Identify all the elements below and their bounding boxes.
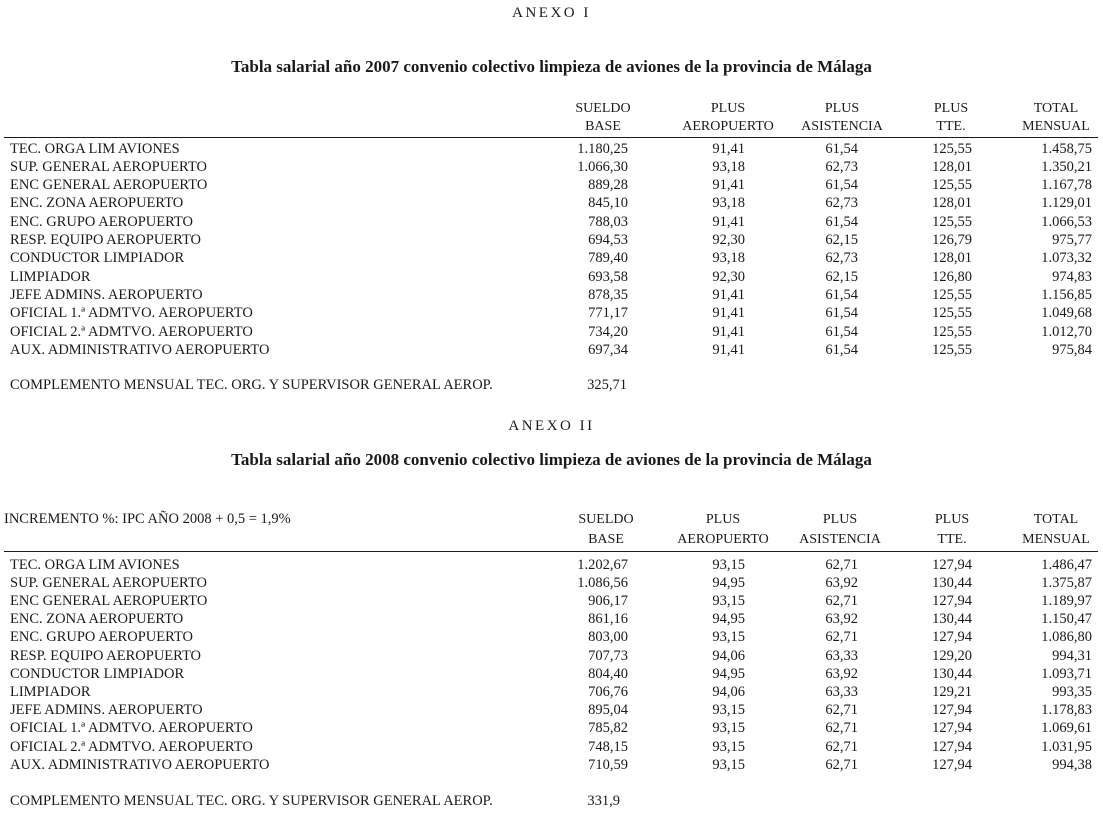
category-cell: OFICIAL 2.ª ADMTVO. AEROPUERTO <box>10 323 253 340</box>
header-plus-asistencia: PLUS ASISTENCIA <box>801 101 883 134</box>
plus-tte-cell: 125,55 <box>932 305 972 322</box>
total-mensual-cell: 1.012,70 <box>1041 323 1092 340</box>
table-row <box>0 647 1103 665</box>
plus-asistencia-cell: 62,71 <box>825 756 858 773</box>
category-cell: OFICIAL 1.ª ADMTVO. AEROPUERTO <box>10 305 253 322</box>
plus-asistencia-cell: 63,92 <box>825 611 858 628</box>
plus-tte-cell: 129,20 <box>932 647 972 664</box>
plus-tte-cell: 127,94 <box>932 738 972 755</box>
plus-aeropuerto-cell: 91,41 <box>712 213 745 230</box>
plus-tte-cell: 125,55 <box>932 323 972 340</box>
annex-1-label: ANEXO I <box>512 5 591 21</box>
category-cell: RESP. EQUIPO AEROPUERTO <box>10 647 202 664</box>
plus-aeropuerto-cell: 91,41 <box>712 305 745 322</box>
total-mensual-cell: 993,35 <box>1052 683 1092 700</box>
plus-asistencia-cell: 61,54 <box>825 177 858 194</box>
annex-2-label: ANEXO II <box>508 418 595 434</box>
total-mensual-cell: 1.031,95 <box>1041 738 1092 755</box>
table-row <box>0 249 1103 267</box>
plus-tte-cell: 125,55 <box>932 341 972 358</box>
plus-tte-cell: 128,01 <box>932 250 972 267</box>
sueldo-base-cell: 804,40 <box>588 665 628 682</box>
plus-aeropuerto-cell: 94,95 <box>712 611 745 628</box>
plus-aeropuerto-cell: 91,41 <box>712 286 745 303</box>
sueldo-base-cell: 771,17 <box>588 305 628 322</box>
plus-aeropuerto-cell: 93,15 <box>712 756 745 773</box>
total-mensual-cell: 975,77 <box>1052 232 1092 248</box>
table-row <box>0 756 1103 774</box>
plus-tte-cell: 126,79 <box>932 232 972 248</box>
total-mensual-cell: 994,38 <box>1052 756 1092 773</box>
table-row <box>0 140 1103 158</box>
category-cell: ENC. GRUPO AEROPUERTO <box>10 213 193 230</box>
table-row <box>0 738 1103 756</box>
plus-asistencia-cell: 62,71 <box>825 592 858 609</box>
plus-tte-cell: 127,94 <box>932 629 972 646</box>
table-row <box>0 683 1103 701</box>
category-cell: TEC. ORGA LIM AVIONES <box>10 556 180 573</box>
total-mensual-cell: 1.150,47 <box>1041 611 1092 628</box>
plus-asistencia-cell: 62,15 <box>825 232 858 248</box>
sueldo-base-cell: 889,28 <box>588 177 628 194</box>
total-mensual-cell: 1.375,87 <box>1041 574 1092 591</box>
category-cell: TEC. ORGA LIM AVIONES <box>10 140 180 157</box>
sueldo-base-cell: 1.202,67 <box>577 556 628 573</box>
total-mensual-cell: 1.178,83 <box>1041 702 1092 719</box>
category-cell: LIMPIADOR <box>10 683 91 700</box>
sueldo-base-cell: 906,17 <box>588 592 628 609</box>
total-mensual-cell: 1.458,75 <box>1041 140 1092 157</box>
category-cell: JEFE ADMINS. AEROPUERTO <box>10 702 203 719</box>
sueldo-base-cell: 803,00 <box>588 629 628 646</box>
plus-asistencia-cell: 63,33 <box>825 683 858 700</box>
total-mensual-cell: 974,83 <box>1052 268 1092 285</box>
header-plus-aeropuerto: PLUS AEROPUERTO <box>682 101 774 134</box>
total-mensual-cell: 1.129,01 <box>1041 195 1092 212</box>
category-cell: RESP. EQUIPO AEROPUERTO <box>10 232 202 248</box>
complement-label: COMPLEMENTO MENSUAL TEC. ORG. Y SUPERVISOR GENERAL AEROP. <box>10 793 493 809</box>
table-row <box>0 628 1103 646</box>
header-plus-asistencia: PLUS ASISTENCIA <box>799 512 881 547</box>
table-row <box>0 665 1103 683</box>
table-row <box>0 574 1103 592</box>
plus-aeropuerto-cell: 91,41 <box>712 341 745 358</box>
category-cell: ENC. ZONA AEROPUERTO <box>10 611 184 628</box>
annex-1-complement <box>0 376 1103 394</box>
plus-tte-cell: 126,80 <box>932 268 972 285</box>
complement-value: 325,71 <box>587 377 627 393</box>
plus-aeropuerto-cell: 93,15 <box>712 738 745 755</box>
plus-aeropuerto-cell: 92,30 <box>712 232 745 248</box>
category-cell: ENC GENERAL AEROPUERTO <box>10 592 208 609</box>
table-row <box>0 719 1103 737</box>
plus-asistencia-cell: 62,71 <box>825 720 858 737</box>
plus-asistencia-cell: 61,54 <box>825 140 858 157</box>
table-row <box>0 304 1103 322</box>
plus-aeropuerto-cell: 94,06 <box>712 647 745 664</box>
plus-aeropuerto-cell: 93,15 <box>712 592 745 609</box>
sueldo-base-cell: 734,20 <box>588 323 628 340</box>
header-plus-aeropuerto: PLUS AEROPUERTO <box>677 512 769 547</box>
annex-2-complement <box>0 792 1103 810</box>
sueldo-base-cell: 1.180,25 <box>577 140 628 157</box>
plus-asistencia-cell: 62,71 <box>825 702 858 719</box>
total-mensual-cell: 1.049,68 <box>1041 305 1092 322</box>
plus-tte-cell: 130,44 <box>932 611 972 628</box>
plus-tte-cell: 127,94 <box>932 756 972 773</box>
table-row <box>0 194 1103 212</box>
sueldo-base-cell: 788,03 <box>588 213 628 230</box>
annex-2-title: Tabla salarial año 2008 convenio colectivo limpieza de aviones de la provincia de Málaga <box>231 450 872 469</box>
plus-tte-cell: 130,44 <box>932 665 972 682</box>
annex-1-header-rule <box>4 137 1098 138</box>
category-cell: CONDUCTOR LIMPIADOR <box>10 250 185 267</box>
plus-aeropuerto-cell: 94,95 <box>712 665 745 682</box>
plus-tte-cell: 128,01 <box>932 195 972 212</box>
plus-tte-cell: 127,94 <box>932 556 972 573</box>
plus-tte-cell: 130,44 <box>932 574 972 591</box>
total-mensual-cell: 1.189,97 <box>1041 592 1092 609</box>
plus-aeropuerto-cell: 93,18 <box>712 158 745 175</box>
category-cell: AUX. ADMINISTRATIVO AEROPUERTO <box>10 756 270 773</box>
category-cell: AUX. ADMINISTRATIVO AEROPUERTO <box>10 341 270 358</box>
plus-aeropuerto-cell: 93,15 <box>712 720 745 737</box>
sueldo-base-cell: 1.086,56 <box>577 574 628 591</box>
sueldo-base-cell: 707,73 <box>588 647 628 664</box>
sueldo-base-cell: 706,76 <box>588 683 628 700</box>
sueldo-base-cell: 878,35 <box>588 286 628 303</box>
plus-aeropuerto-cell: 93,18 <box>712 250 745 267</box>
plus-asistencia-cell: 62,73 <box>825 250 858 267</box>
sueldo-base-cell: 694,53 <box>588 232 628 248</box>
plus-tte-cell: 127,94 <box>932 592 972 609</box>
sueldo-base-cell: 693,58 <box>588 268 628 285</box>
sueldo-base-cell: 1.066,30 <box>577 158 628 175</box>
plus-asistencia-cell: 61,54 <box>825 305 858 322</box>
table-row <box>0 610 1103 628</box>
total-mensual-cell: 1.486,47 <box>1041 556 1092 573</box>
plus-asistencia-cell: 63,92 <box>825 574 858 591</box>
plus-aeropuerto-cell: 91,41 <box>712 323 745 340</box>
sueldo-base-cell: 748,15 <box>588 738 628 755</box>
table-row <box>0 556 1103 574</box>
header-total-mensual: TOTAL MENSUAL <box>1022 512 1090 547</box>
sueldo-base-cell: 785,82 <box>588 720 628 737</box>
category-cell: CONDUCTOR LIMPIADOR <box>10 665 185 682</box>
plus-tte-cell: 129,21 <box>932 683 972 700</box>
header-plus-tte: PLUS TTE. <box>933 101 969 134</box>
complement-value: 331,9 <box>587 793 620 809</box>
plus-tte-cell: 127,94 <box>932 702 972 719</box>
complement-label: COMPLEMENTO MENSUAL TEC. ORG. Y SUPERVISOR GENERAL AEROP. <box>10 377 493 393</box>
plus-aeropuerto-cell: 93,15 <box>712 556 745 573</box>
category-cell: ENC GENERAL AEROPUERTO <box>10 177 208 194</box>
plus-aeropuerto-cell: 94,06 <box>712 683 745 700</box>
table-row <box>0 176 1103 194</box>
plus-tte-cell: 125,55 <box>932 286 972 303</box>
increment-note: INCREMENTO %: IPC AÑO 2008 + 0,5 = 1,9% <box>4 511 291 527</box>
table-row <box>0 592 1103 610</box>
table-row <box>0 268 1103 286</box>
plus-asistencia-cell: 62,15 <box>825 268 858 285</box>
sueldo-base-cell: 710,59 <box>588 756 628 773</box>
plus-asistencia-cell: 62,71 <box>825 556 858 573</box>
header-sueldo-base: SUELDO BASE <box>575 101 631 134</box>
total-mensual-cell: 1.086,80 <box>1041 629 1092 646</box>
plus-asistencia-cell: 63,33 <box>825 647 858 664</box>
plus-aeropuerto-cell: 92,30 <box>712 268 745 285</box>
plus-asistencia-cell: 61,54 <box>825 341 858 358</box>
total-mensual-cell: 1.093,71 <box>1041 665 1092 682</box>
plus-aeropuerto-cell: 93,15 <box>712 702 745 719</box>
plus-asistencia-cell: 61,54 <box>825 323 858 340</box>
sueldo-base-cell: 789,40 <box>588 250 628 267</box>
sueldo-base-cell: 845,10 <box>588 195 628 212</box>
table-row <box>0 701 1103 719</box>
category-cell: LIMPIADOR <box>10 268 91 285</box>
total-mensual-cell: 994,31 <box>1052 647 1092 664</box>
total-mensual-cell: 1.167,78 <box>1041 177 1092 194</box>
table-row <box>0 213 1103 231</box>
plus-tte-cell: 125,55 <box>932 140 972 157</box>
plus-aeropuerto-cell: 94,95 <box>712 574 745 591</box>
plus-aeropuerto-cell: 93,15 <box>712 629 745 646</box>
total-mensual-cell: 975,84 <box>1052 341 1092 358</box>
category-cell: ENC. ZONA AEROPUERTO <box>10 195 184 212</box>
category-cell: SUP. GENERAL AEROPUERTO <box>10 574 207 591</box>
plus-tte-cell: 125,55 <box>932 213 972 230</box>
plus-asistencia-cell: 63,92 <box>825 665 858 682</box>
category-cell: ENC. GRUPO AEROPUERTO <box>10 629 193 646</box>
header-sueldo-base: SUELDO BASE <box>578 512 634 547</box>
category-cell: OFICIAL 1.ª ADMTVO. AEROPUERTO <box>10 720 253 737</box>
sueldo-base-cell: 697,34 <box>588 341 628 358</box>
total-mensual-cell: 1.069,61 <box>1041 720 1092 737</box>
category-cell: JEFE ADMINS. AEROPUERTO <box>10 286 203 303</box>
plus-tte-cell: 125,55 <box>932 177 972 194</box>
total-mensual-cell: 1.066,53 <box>1041 213 1092 230</box>
sueldo-base-cell: 861,16 <box>588 611 628 628</box>
plus-asistencia-cell: 62,71 <box>825 629 858 646</box>
plus-asistencia-cell: 62,71 <box>825 738 858 755</box>
plus-tte-cell: 128,01 <box>932 158 972 175</box>
table-row <box>0 286 1103 304</box>
plus-tte-cell: 127,94 <box>932 720 972 737</box>
category-cell: OFICIAL 2.ª ADMTVO. AEROPUERTO <box>10 738 253 755</box>
plus-asistencia-cell: 61,54 <box>825 286 858 303</box>
annex-2-header-rule <box>4 551 1098 552</box>
category-cell: SUP. GENERAL AEROPUERTO <box>10 158 207 175</box>
table-row <box>0 323 1103 341</box>
total-mensual-cell: 1.156,85 <box>1041 286 1092 303</box>
table-row <box>0 158 1103 176</box>
table-row <box>0 341 1103 359</box>
plus-asistencia-cell: 62,73 <box>825 158 858 175</box>
plus-aeropuerto-cell: 93,18 <box>712 195 745 212</box>
plus-asistencia-cell: 62,73 <box>825 195 858 212</box>
plus-aeropuerto-cell: 91,41 <box>712 140 745 157</box>
sueldo-base-cell: 895,04 <box>588 702 628 719</box>
plus-asistencia-cell: 61,54 <box>825 213 858 230</box>
plus-aeropuerto-cell: 91,41 <box>712 177 745 194</box>
total-mensual-cell: 1.350,21 <box>1041 158 1092 175</box>
table-row <box>0 231 1103 249</box>
total-mensual-cell: 1.073,32 <box>1041 250 1092 267</box>
header-plus-tte: PLUS TTE. <box>934 512 970 547</box>
annex-1-title: Tabla salarial año 2007 convenio colectivo limpieza de aviones de la provincia de Málaga <box>231 57 872 76</box>
header-total-mensual: TOTAL MENSUAL <box>1022 101 1090 134</box>
